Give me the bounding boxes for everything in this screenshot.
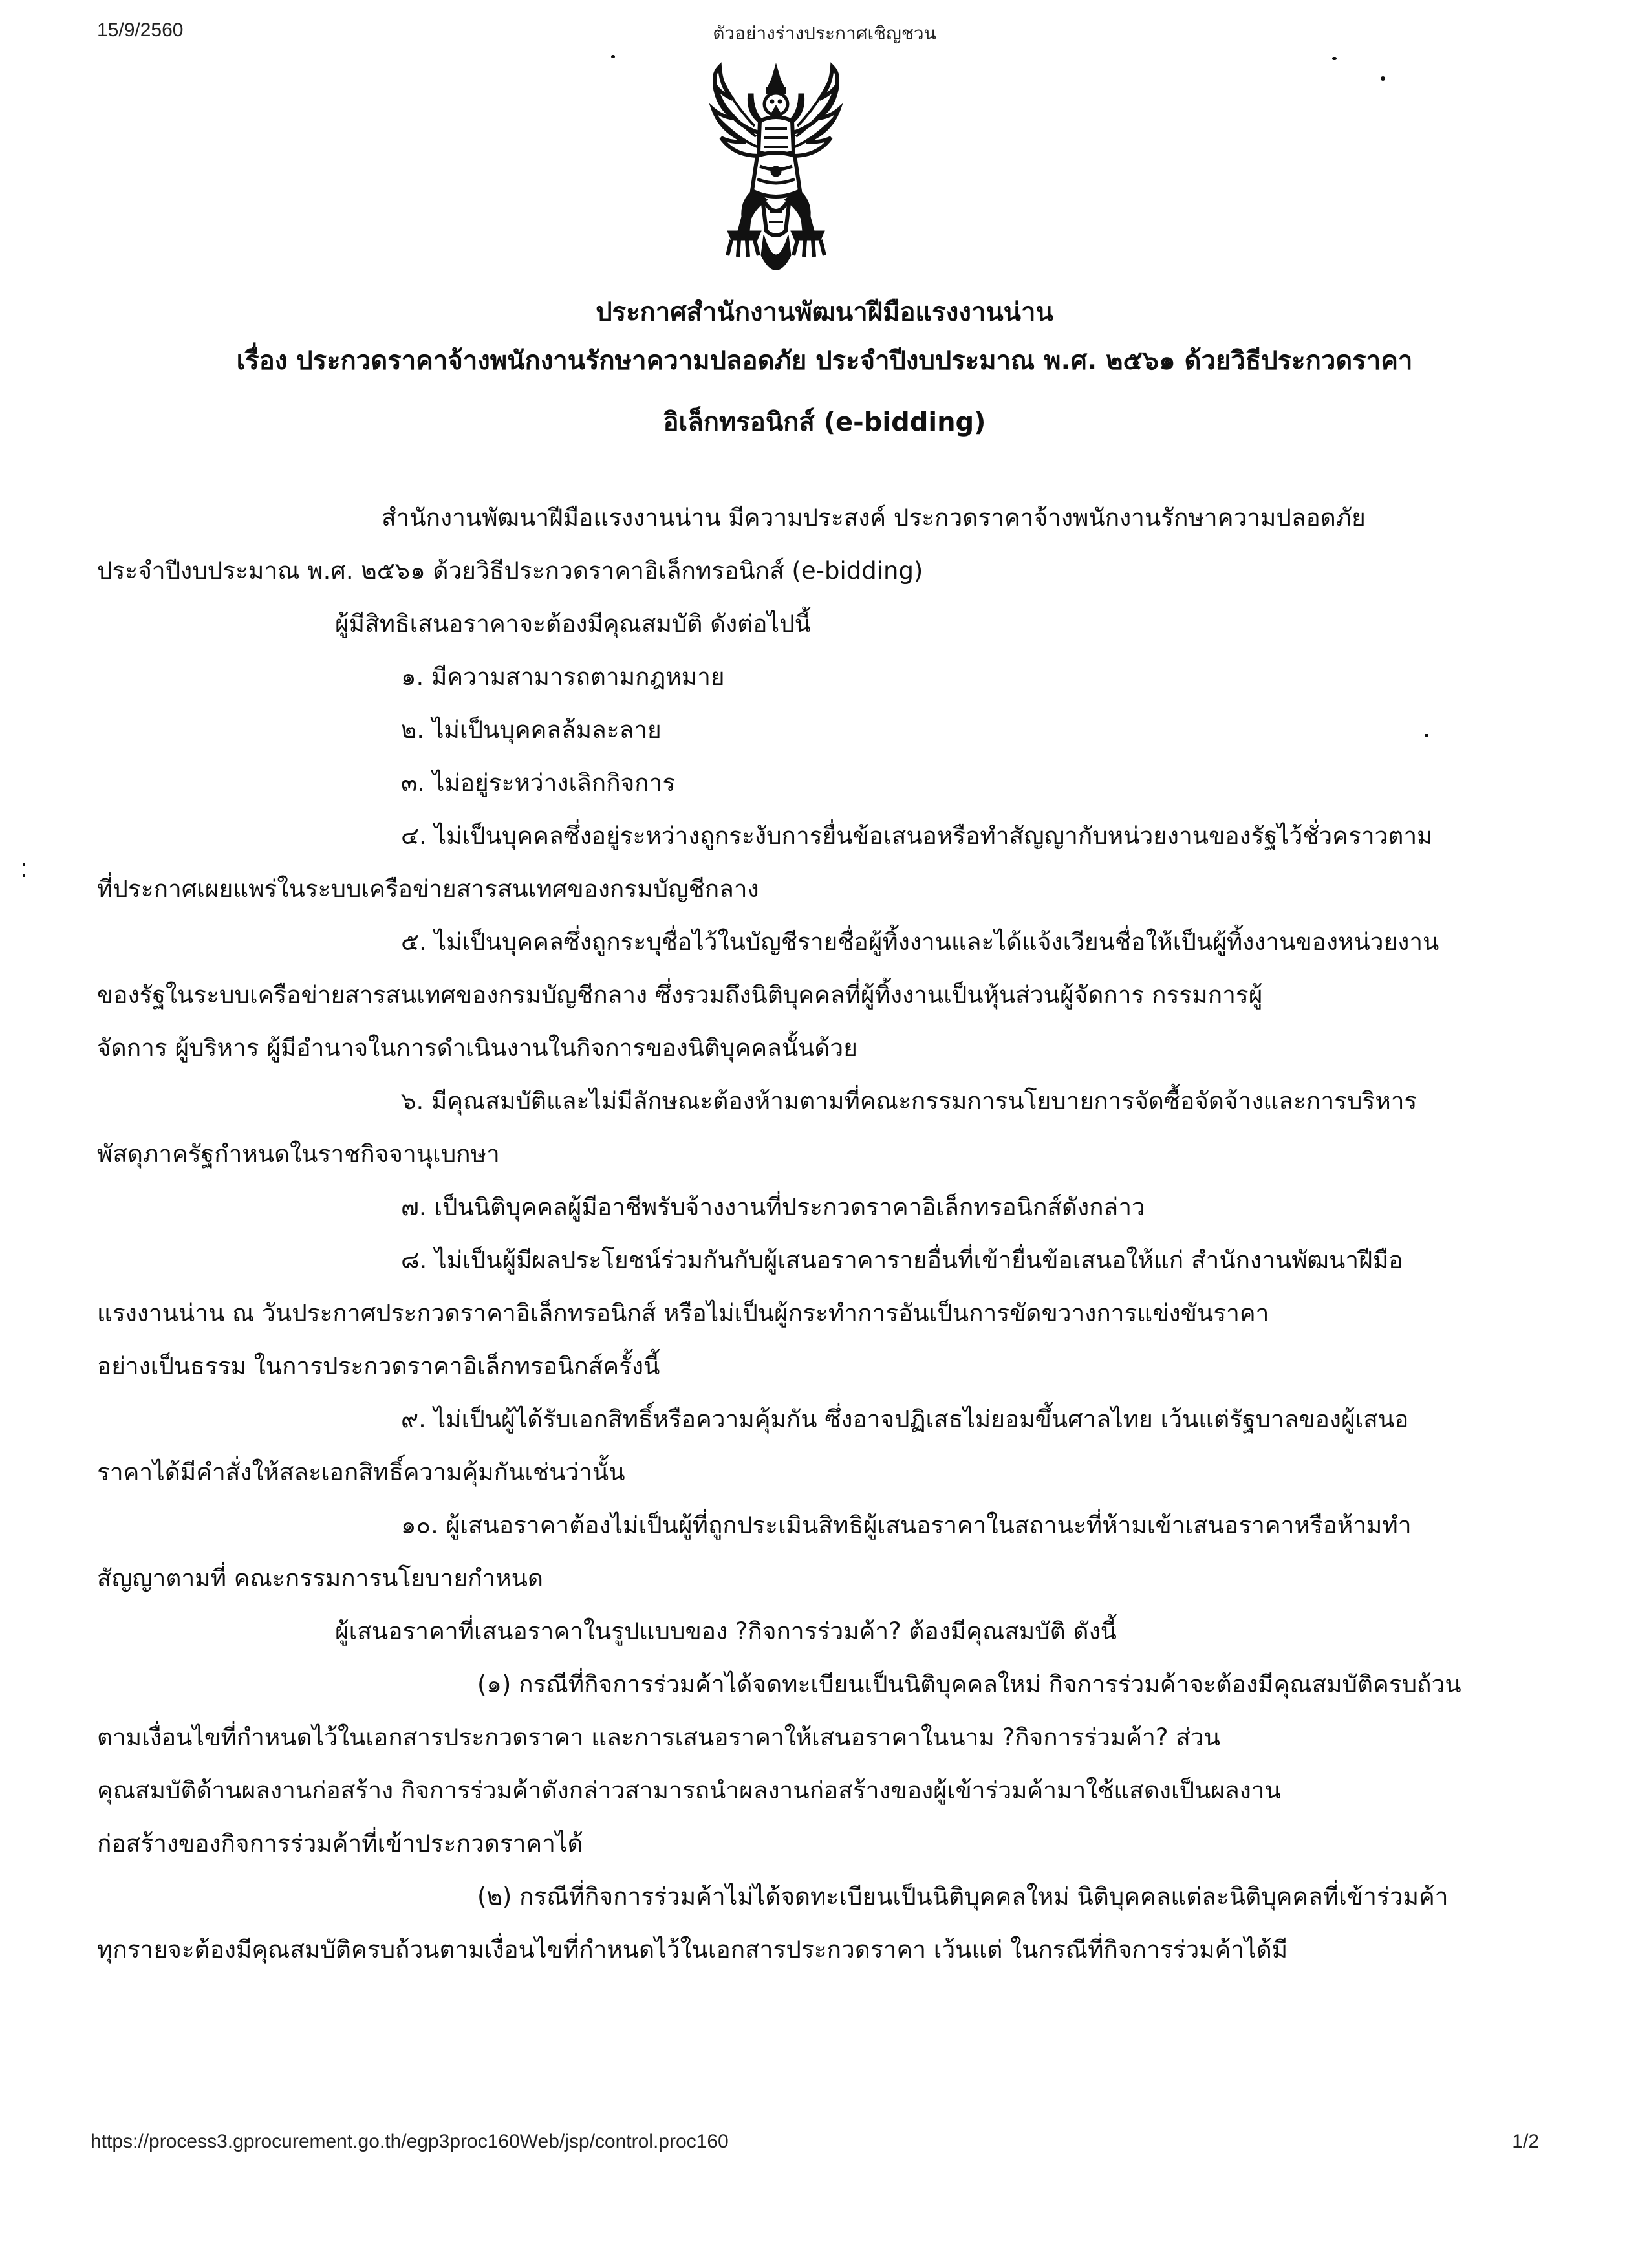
qualification-item-cont: แรงงานน่าน ณ วันประกาศประกวดราคาอิเล็กทรอนิกส์ หรือไม่เป็นผู้กระทำการอันเป็นการขัดขวางการแข่งขันราคา <box>97 1299 1269 1327</box>
qualification-item-cont: อย่างเป็นธรรม ในการประกวดราคาอิเล็กทรอนิกส์ครั้งนี้ <box>97 1352 660 1380</box>
qualification-item: ๑. มีความสามารถตามกฎหมาย <box>401 663 725 691</box>
qualification-item: ๑๐. ผู้เสนอราคาต้องไม่เป็นผู้ที่ถูกประเมินสิทธิผู้เสนอราคาในสถานะที่ห้ามเข้าเสนอราคาหรือห้ามทำ <box>401 1511 1412 1539</box>
scan-speck <box>23 874 25 877</box>
qualification-item: ๓. ไม่อยู่ระหว่างเลิกกิจการ <box>401 769 676 797</box>
joint-venture-item: (๑) กรณีที่กิจการร่วมค้าได้จดทะเบียนเป็นนิติบุคคลใหม่ กิจการร่วมค้าจะต้องมีคุณสมบัติครบถ้วน <box>477 1670 1461 1698</box>
announcement-subject: เรื่อง ประกวดราคาจ้างพนักงานรักษาความปลอดภัย ประจำปีงบประมาณ พ.ศ. ๒๕๖๑ ด้วยวิธีประกวดราคา <box>236 346 1413 376</box>
qualification-item-cont: ที่ประกาศเผยแพร่ในระบบเครือข่ายสารสนเทศของกรมบัญชีกลาง <box>97 875 759 903</box>
qualification-item: ๖. มีคุณสมบัติและไม่มีลักษณะต้องห้ามตามที่คณะกรรมการนโยบายการจัดซื้อจัดจ้างและการบริหาร <box>401 1087 1417 1115</box>
scan-speck <box>1332 57 1337 60</box>
intro-line: ประจำปีงบประมาณ พ.ศ. ๒๕๖๑ ด้วยวิธีประกวดราคาอิเล็กทรอนิกส์ (e-bidding) <box>97 557 923 585</box>
announcement-subject-cont: อิเล็กทรอนิกส์ (e-bidding) <box>663 407 986 437</box>
document-body <box>97 491 1461 1976</box>
qualification-item-cont: จัดการ ผู้บริหาร ผู้มีอำนาจในการดำเนินงานในกิจการของนิติบุคคลนั้นด้วย <box>97 1034 857 1062</box>
garuda-emblem-icon <box>708 61 844 285</box>
qualification-item: ๗. เป็นนิติบุคคลผู้มีอาชีพรับจ้างงานที่ประกวดราคาอิเล็กทรอนิกส์ดังกล่าว <box>401 1193 1145 1221</box>
joint-venture-item-cont: ตามเงื่อนไขที่กำหนดไว้ในเอกสารประกวดราคา และการเสนอราคาให้เสนอราคาในนาม ?กิจการร่วมค้า? ส่วน <box>97 1723 1220 1751</box>
scan-speck <box>23 863 25 866</box>
qualification-item: ๘. ไม่เป็นผู้มีผลประโยชน์ร่วมกันกับผู้เสนอราคารายอื่นที่เข้ายื่นข้อเสนอให้แก่ สำนักงานพัฒนาฝีมือ <box>401 1246 1403 1274</box>
qualification-item: ๕. ไม่เป็นบุคคลซึ่งถูกระบุชื่อไว้ในบัญชีรายชื่อผู้ทิ้งงานและได้แจ้งเวียนชื่อให้เป็นผู้ทิ้งงานของหน่วยงาน <box>401 928 1439 956</box>
announcement-heading: ประกาศสำนักงานพัฒนาฝีมือแรงงานน่าน <box>596 297 1053 327</box>
qualification-item-cont: พัสดุภาครัฐกำหนดในราชกิจจานุเบกษา <box>97 1140 500 1168</box>
qualification-item: ๔. ไม่เป็นบุคคลซึ่งอยู่ระหว่างถูกระงับการยื่นข้อเสนอหรือทำสัญญากับหน่วยงานของรัฐไว้ชั่วคราวตาม <box>401 822 1433 850</box>
joint-venture-item: (๒) กรณีที่กิจการร่วมค้าไม่ได้จดทะเบียนเป็นนิติบุคคลใหม่ นิติบุคคลแต่ละนิติบุคคลที่เข้าร่วมค้า <box>477 1883 1449 1910</box>
qualification-item-cont: สัญญาตามที่ คณะกรรมการนโยบายกำหนด <box>97 1564 543 1592</box>
scan-speck <box>1381 76 1385 81</box>
joint-venture-heading: ผู้เสนอราคาที่เสนอราคาในรูปแบบของ ?กิจการร่วมค้า? ต้องมีคุณสมบัติ ดังนี้ <box>335 1617 1117 1645</box>
qualification-heading: ผู้มีสิทธิเสนอราคาจะต้องมีคุณสมบัติ ดังต่อไปนี้ <box>335 610 811 638</box>
print-date: 15/9/2560 <box>97 19 184 41</box>
qualification-item: ๒. ไม่เป็นบุคคลล้มละลาย <box>401 716 662 744</box>
qualification-item-cont: ของรัฐในระบบเครือข่ายสารสนเทศของกรมบัญชีกลาง ซึ่งรวมถึงนิติบุคคลที่ผู้ทิ้งงานเป็นหุ้นส่วนผู้จัดการ กรรมการผู้ <box>97 981 1263 1009</box>
joint-venture-item-cont: คุณสมบัติด้านผลงานก่อสร้าง กิจการร่วมค้าดังกล่าวสามารถนำผลงานก่อสร้างของผู้เข้าร่วมค้ามาใช้แสดงเป็นผลงาน <box>97 1777 1281 1804</box>
joint-venture-item-cont: ก่อสร้างของกิจการร่วมค้าที่เข้าประกวดราคาได้ <box>97 1830 583 1857</box>
qualification-item-cont: ราคาได้มีคำสั่งให้สละเอกสิทธิ์ความคุ้มกันเช่นว่านั้น <box>97 1458 625 1486</box>
page-number: 1/2 <box>1512 2131 1539 2152</box>
intro-line: สำนักงานพัฒนาฝีมือแรงงานน่าน มีความประสงค์ ประกวดราคาจ้างพนักงานรักษาความปลอดภัย <box>382 504 1366 532</box>
scan-speck <box>611 55 615 58</box>
joint-venture-item-cont: ทุกรายจะต้องมีคุณสมบัติครบถ้วนตามเงื่อนไขที่กำหนดไว้ในเอกสารประกวดราคา เว้นแต่ ในกรณีที่กิจการร่วมค้าได้มี <box>97 1936 1288 1963</box>
print-header-title: ตัวอย่างร่างประกาศเชิญชวน <box>713 23 936 43</box>
qualification-item: ๙. ไม่เป็นผู้ได้รับเอกสิทธิ์หรือความคุ้มกัน ซึ่งอาจปฏิเสธไม่ยอมขึ้นศาลไทย เว้นแต่รัฐบาลของผู้เสนอ <box>401 1405 1409 1433</box>
print-footer-url: https://process3.gprocurement.go.th/egp3proc160Web/jsp/control.proc160 <box>91 2131 729 2152</box>
